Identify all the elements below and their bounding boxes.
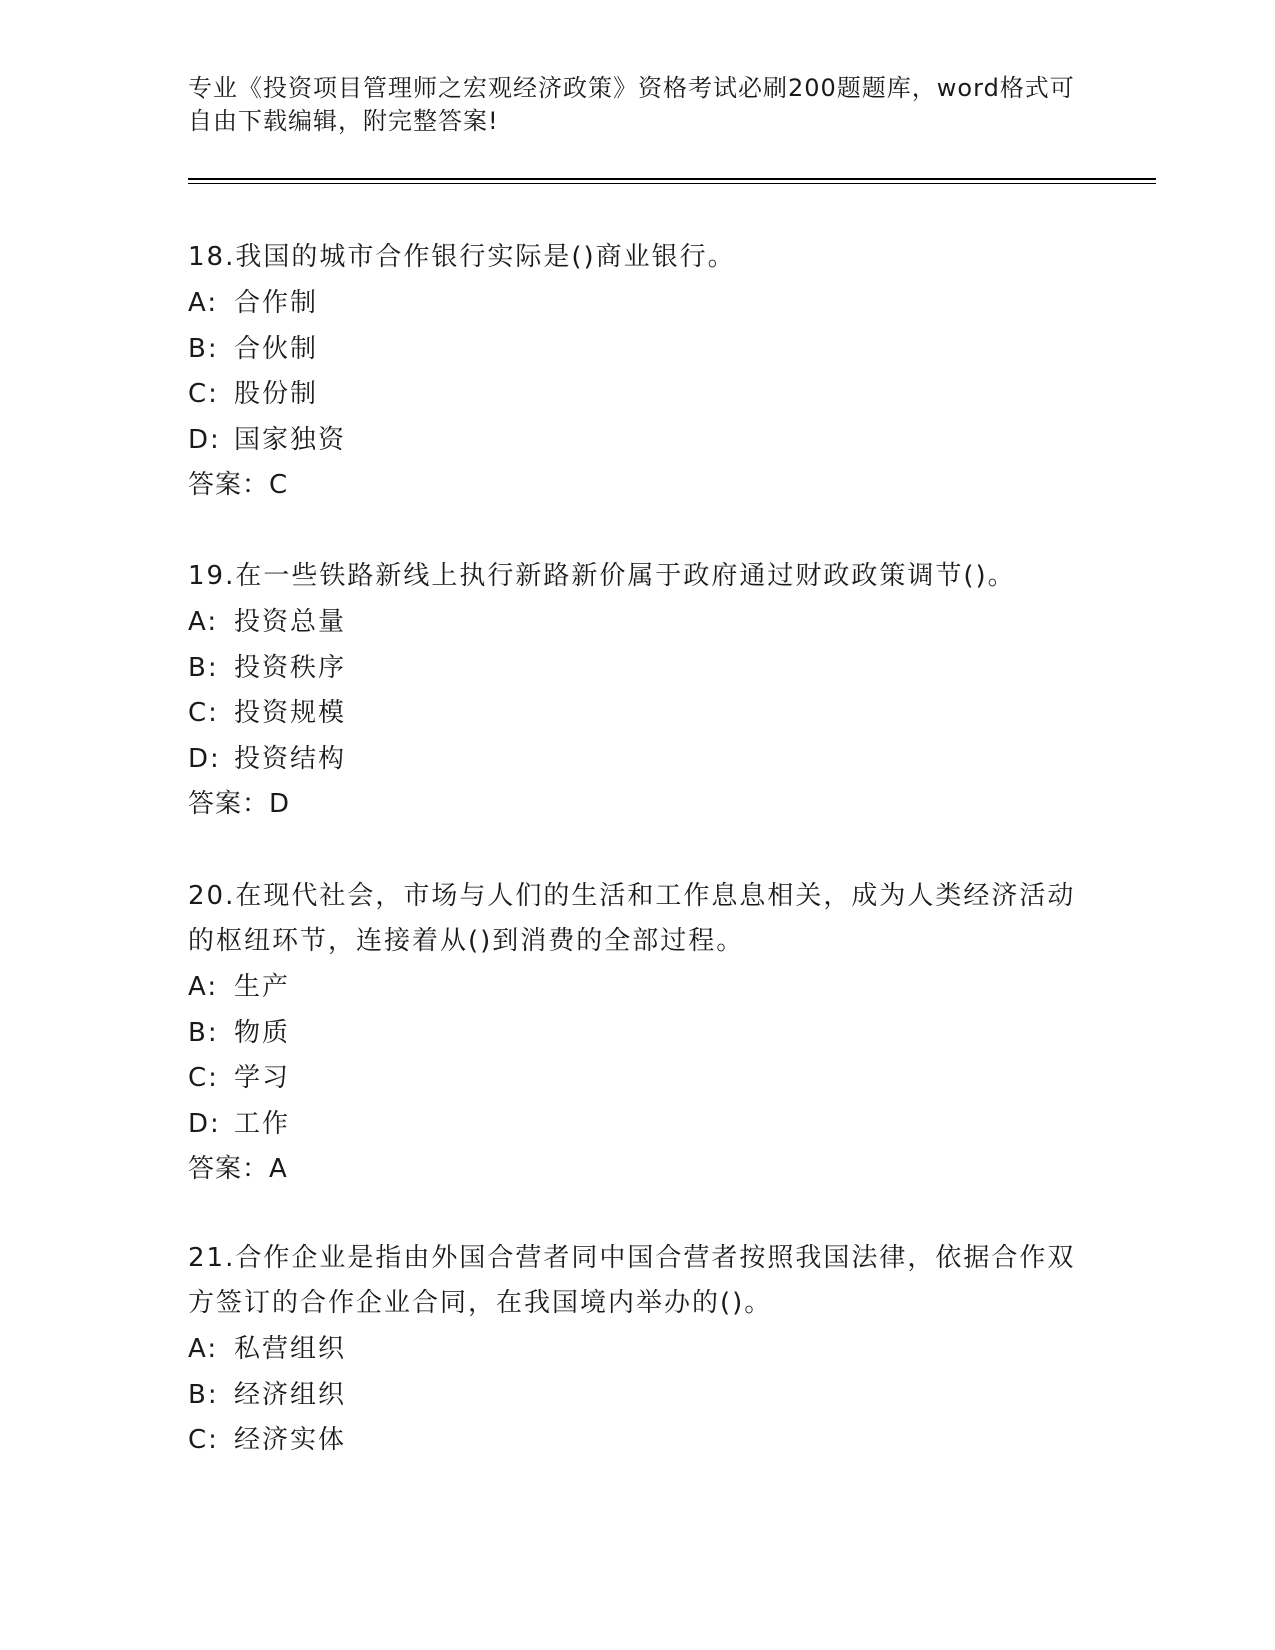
document-header xyxy=(188,72,1088,138)
option-b xyxy=(188,646,1088,692)
option-label: C: xyxy=(188,379,219,409)
option-c xyxy=(188,691,1088,737)
header-line-1: 专业《投资项目管理师之宏观经济政策》资格考试必刷200题题库，word格式可 xyxy=(188,74,1075,102)
option-text: 生产 xyxy=(234,972,291,1002)
question-stem: 21.合作企业是指由外国合营者同中国合营者按照我国法律，依据合作双方签订的合作企业合同，在我国境内举办的()。 xyxy=(188,1243,1076,1318)
answer-line: 答案：C xyxy=(188,470,289,500)
option-label: C: xyxy=(188,1425,219,1455)
option-text: 投资结构 xyxy=(234,743,347,774)
option-text: 经济组织 xyxy=(234,1379,347,1410)
option-label: A: xyxy=(188,972,219,1002)
question-block xyxy=(188,235,1088,508)
option-text: 学习 xyxy=(234,1063,291,1093)
question-stem: 18.我国的城市合作银行实际是()商业银行。 xyxy=(188,242,736,272)
option-text: 投资规模 xyxy=(234,698,347,728)
option-text: 物质 xyxy=(234,1017,291,1048)
option-text: 合作制 xyxy=(234,288,319,318)
option-text: 投资总量 xyxy=(234,607,347,637)
option-a xyxy=(188,281,1088,327)
option-c xyxy=(188,1418,1088,1464)
option-c xyxy=(188,372,1088,418)
option-label: B: xyxy=(188,1017,219,1048)
header-divider-thick xyxy=(188,178,1156,180)
option-d xyxy=(188,418,1088,464)
answer-line: 答案：A xyxy=(188,1154,288,1184)
option-a xyxy=(188,1327,1088,1373)
option-c xyxy=(188,1056,1088,1102)
option-b xyxy=(188,1373,1088,1419)
option-label: D: xyxy=(188,424,221,455)
option-label: D: xyxy=(188,1108,221,1139)
question-stem: 19.在一些铁路新线上执行新路新价属于政府通过财政政策调节()。 xyxy=(188,561,1016,591)
header-divider-thin xyxy=(188,183,1156,184)
option-label: A: xyxy=(188,1334,219,1364)
question-block xyxy=(188,1236,1088,1464)
option-label: D: xyxy=(188,743,221,774)
option-label: B: xyxy=(188,333,219,364)
question-stem: 20.在现代社会，市场与人们的生活和工作息息相关，成为人类经济活动的枢纽环节，连接着从()到消费的全部过程。 xyxy=(188,881,1076,956)
option-label: A: xyxy=(188,607,219,637)
option-label: B: xyxy=(188,652,219,683)
option-label: B: xyxy=(188,1379,219,1410)
answer-line: 答案：D xyxy=(188,789,291,819)
option-b xyxy=(188,1011,1088,1057)
option-b xyxy=(188,327,1088,373)
option-text: 经济实体 xyxy=(234,1425,347,1455)
option-d xyxy=(188,1102,1088,1148)
question-block xyxy=(188,554,1088,827)
option-text: 合伙制 xyxy=(234,333,319,364)
header-line-2: 自由下载编辑，附完整答案! xyxy=(188,107,499,135)
question-block xyxy=(188,874,1088,1192)
option-text: 股份制 xyxy=(234,379,319,409)
option-text: 国家独资 xyxy=(234,424,347,455)
option-text: 私营组织 xyxy=(234,1334,347,1364)
option-d xyxy=(188,737,1088,783)
option-a xyxy=(188,600,1088,646)
option-a xyxy=(188,965,1088,1011)
option-text: 投资秩序 xyxy=(234,652,347,683)
option-label: A: xyxy=(188,288,219,318)
option-text: 工作 xyxy=(234,1108,291,1139)
option-label: C: xyxy=(188,1063,219,1093)
option-label: C: xyxy=(188,698,219,728)
